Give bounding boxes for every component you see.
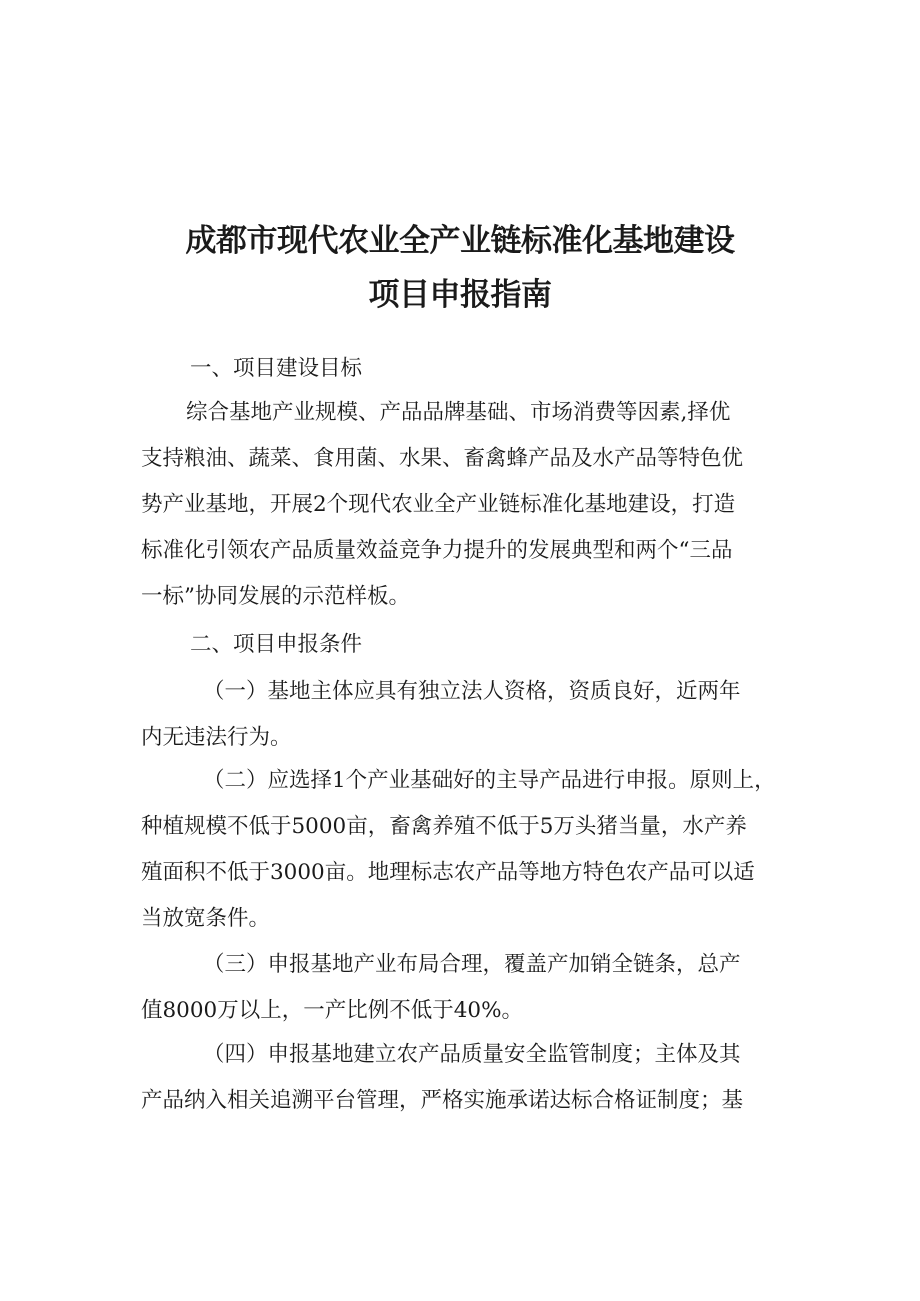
paragraph-line: （三）申报基地产业布局合理，覆盖产加销全链条，总产 — [203, 952, 741, 977]
condition-item-1 — [141, 677, 783, 769]
paragraph-line: （一）基地主体应具有独立法人资格，资质良好，近两年 — [203, 679, 741, 704]
document-title-line-1: 成都市现代农业全产业链标准化基地建设 — [185, 223, 735, 259]
section-2-heading: 二、项目申报条件 — [190, 632, 363, 657]
paragraph-line: （四）申报基地建立农产品质量安全监管制度；主体及其 — [203, 1042, 741, 1067]
paragraph-line: 种植规模不低于5000亩，畜禽养殖不低于5万头猪当量，水产养 — [141, 814, 747, 839]
section-1-paragraph — [141, 398, 783, 628]
paragraph-line: 标准化引领农产品质量效益竞争力提升的发展典型和两个“三品 — [141, 538, 733, 563]
document-title-line-2: 项目申报指南 — [368, 277, 552, 313]
paragraph-line: 产品纳入相关追溯平台管理，严格实施承诺达标合格证制度；基 — [141, 1088, 744, 1113]
condition-item-3 — [141, 950, 783, 1042]
condition-item-2 — [141, 766, 783, 950]
paragraph-line: 一标”协同发展的示范样板。 — [141, 584, 410, 609]
paragraph-line: 值8000万以上，一产比例不低于40%。 — [141, 998, 524, 1023]
condition-item-4 — [141, 1040, 783, 1132]
paragraph-line: 支持粮油、蔬菜、食用菌、水果、畜禽蜂产品及水产品等特色优 — [141, 446, 744, 471]
paragraph-line: （二）应选择1个产业基础好的主导产品进行申报。原则上， — [203, 768, 776, 793]
section-1-heading: 一、项目建设目标 — [190, 356, 363, 381]
paragraph-line: 殖面积不低于3000亩。地理标志农产品等地方特色农产品可以适 — [141, 860, 755, 885]
paragraph-line: 势产业基地，开展2个现代农业全产业链标准化基地建设，打造 — [141, 492, 736, 517]
paragraph-line: 当放宽条件。 — [141, 906, 271, 931]
paragraph-line: 综合基地产业规模、产品品牌基础、市场消费等因素,择优 — [186, 400, 731, 425]
paragraph-line: 内无违法行为。 — [141, 725, 292, 750]
